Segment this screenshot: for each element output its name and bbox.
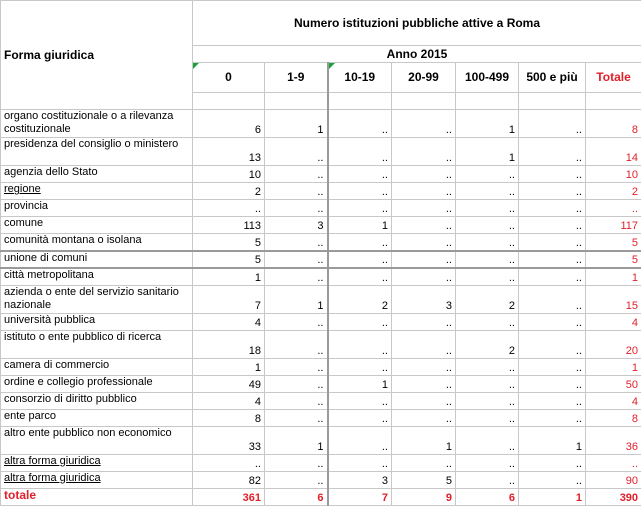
table-row <box>1 471 641 488</box>
value-cell: 10 <box>193 166 265 183</box>
row-label <box>1 392 193 409</box>
value-cell: .. <box>456 358 519 375</box>
column-header-1 <box>193 63 265 93</box>
table-row <box>1 375 641 392</box>
value-cell: 14 <box>586 138 641 166</box>
value-cell: 2 <box>586 183 641 200</box>
row-label <box>1 217 193 234</box>
value-cell: .. <box>265 234 328 251</box>
value-cell: .. <box>456 454 519 471</box>
value-cell: .. <box>328 110 392 138</box>
value-cell: .. <box>519 200 586 217</box>
value-cell: 7 <box>193 285 265 313</box>
value-cell: .. <box>328 251 392 268</box>
value-cell: .. <box>519 409 586 426</box>
value-cell: 1 <box>586 358 641 375</box>
value-cell: .. <box>392 454 456 471</box>
value-cell: .. <box>392 268 456 285</box>
value-cell: 3 <box>328 471 392 488</box>
row-label-text: azienda o ente del servizio sanitario nazionale <box>4 285 179 311</box>
value-cell: .. <box>328 313 392 330</box>
value-cell: .. <box>265 330 328 358</box>
total-value-cell: 7 <box>328 488 392 505</box>
total-value-cell: 6 <box>456 488 519 505</box>
value-cell: .. <box>519 268 586 285</box>
spacer-cell <box>456 93 519 110</box>
value-cell: .. <box>456 409 519 426</box>
spacer-cell <box>519 93 586 110</box>
value-cell: .. <box>392 217 456 234</box>
row-label-text: comunità montana o isolana <box>4 234 142 247</box>
value-cell: .. <box>328 200 392 217</box>
table-row <box>1 110 641 138</box>
row-label-text: università pubblica <box>4 313 96 326</box>
total-value-cell: 1 <box>519 488 586 505</box>
value-cell: .. <box>456 183 519 200</box>
table-row <box>1 392 641 409</box>
row-label-text: altra forma giuridica <box>4 471 101 484</box>
value-cell: .. <box>456 251 519 268</box>
row-label-text: provincia <box>4 200 49 213</box>
comment-indicator-icon <box>329 63 335 69</box>
row-label <box>1 358 193 375</box>
value-cell: .. <box>265 200 328 217</box>
column-header-3 <box>328 63 392 93</box>
table-row <box>1 251 641 268</box>
value-cell: 1 <box>586 268 641 285</box>
value-cell: 5 <box>193 234 265 251</box>
value-cell: 1 <box>519 426 586 454</box>
value-cell: 2 <box>328 285 392 313</box>
value-cell: .. <box>265 392 328 409</box>
row-label <box>1 251 193 268</box>
value-cell: .. <box>456 217 519 234</box>
value-cell: .. <box>265 268 328 285</box>
value-cell: 18 <box>193 330 265 358</box>
row-label-text: unione di comuni <box>4 251 88 264</box>
value-cell: 2 <box>456 330 519 358</box>
value-cell: .. <box>265 313 328 330</box>
column-header-7: Totale <box>586 63 641 93</box>
total-value-cell: 361 <box>193 488 265 505</box>
comment-indicator-icon <box>193 63 199 69</box>
value-cell: 82 <box>193 471 265 488</box>
value-cell: .. <box>328 330 392 358</box>
value-cell: 50 <box>586 375 641 392</box>
row-label-text: ente parco <box>4 409 56 422</box>
value-cell: 3 <box>392 285 456 313</box>
row-label <box>1 330 193 358</box>
table-row <box>1 409 641 426</box>
value-cell: .. <box>392 110 456 138</box>
total-value-cell: 390 <box>586 488 641 505</box>
row-label <box>1 426 193 454</box>
row-label <box>1 166 193 183</box>
value-cell: .. <box>392 200 456 217</box>
table-row <box>1 454 641 471</box>
row-label-text: camera di commercio <box>4 358 110 371</box>
row-label-text: presidenza del consiglio o ministero <box>4 138 179 151</box>
value-cell: .. <box>392 392 456 409</box>
row-label-text: città metropolitana <box>4 268 94 281</box>
value-cell: .. <box>265 183 328 200</box>
value-cell: 1 <box>392 426 456 454</box>
table-row <box>1 234 641 251</box>
value-cell: .. <box>265 358 328 375</box>
value-cell: .. <box>392 138 456 166</box>
row-label-text: organo costituzionale o a rilevanza costituzionale <box>4 110 174 136</box>
row-label <box>1 454 193 471</box>
value-cell: .. <box>265 138 328 166</box>
value-cell: .. <box>328 426 392 454</box>
spacer-cell <box>586 93 641 110</box>
total-value-cell: 9 <box>392 488 456 505</box>
value-cell: 6 <box>193 110 265 138</box>
row-label-text: regione <box>4 183 41 196</box>
value-cell: .. <box>519 358 586 375</box>
spacer-cell <box>392 93 456 110</box>
value-cell: .. <box>519 392 586 409</box>
value-cell: .. <box>519 313 586 330</box>
forma-giuridica-header: Forma giuridica <box>1 1 193 110</box>
value-cell: 5 <box>586 234 641 251</box>
row-label-text: ordine e collegio professionale <box>4 375 153 388</box>
value-cell: .. <box>265 166 328 183</box>
value-cell: .. <box>519 375 586 392</box>
value-cell: .. <box>392 234 456 251</box>
value-cell: .. <box>519 471 586 488</box>
value-cell: .. <box>328 268 392 285</box>
row-label <box>1 200 193 217</box>
value-cell: .. <box>456 392 519 409</box>
year-header: Anno 2015 <box>193 46 641 63</box>
row-label <box>1 471 193 488</box>
spacer-cell <box>265 93 328 110</box>
value-cell: .. <box>456 471 519 488</box>
row-label-text: istituto o ente pubblico di ricerca <box>4 330 162 343</box>
value-cell: .. <box>392 330 456 358</box>
column-header-2: 1-9 <box>265 63 328 93</box>
table-row <box>1 200 641 217</box>
value-cell: 36 <box>586 426 641 454</box>
value-cell: .. <box>328 409 392 426</box>
value-cell: .. <box>519 330 586 358</box>
table-row <box>1 358 641 375</box>
value-cell: .. <box>392 166 456 183</box>
value-cell: 1 <box>193 268 265 285</box>
value-cell: 117 <box>586 217 641 234</box>
value-cell: .. <box>519 234 586 251</box>
value-cell: .. <box>328 454 392 471</box>
value-cell: .. <box>519 183 586 200</box>
value-cell: 4 <box>193 392 265 409</box>
value-cell: 4 <box>193 313 265 330</box>
column-header-6: 500 e più <box>519 63 586 93</box>
value-cell: .. <box>328 392 392 409</box>
value-cell: 2 <box>456 285 519 313</box>
value-cell: .. <box>265 454 328 471</box>
value-cell: 5 <box>392 471 456 488</box>
value-cell: .. <box>265 251 328 268</box>
value-cell: .. <box>519 138 586 166</box>
value-cell: .. <box>392 375 456 392</box>
value-cell: 10 <box>586 166 641 183</box>
table-row <box>1 426 641 454</box>
value-cell: .. <box>519 110 586 138</box>
table-row <box>1 313 641 330</box>
value-cell: 20 <box>586 330 641 358</box>
table-row <box>1 138 641 166</box>
column-header-label: 10-19 <box>344 70 376 85</box>
row-label-text: altro ente pubblico non economico <box>4 426 172 439</box>
value-cell: 49 <box>193 375 265 392</box>
table-row <box>1 217 641 234</box>
value-cell: 1 <box>193 358 265 375</box>
value-cell: .. <box>328 166 392 183</box>
column-header-5: 100-499 <box>456 63 519 93</box>
table-row <box>1 268 641 285</box>
value-cell: .. <box>519 166 586 183</box>
value-cell: .. <box>392 251 456 268</box>
value-cell: .. <box>265 409 328 426</box>
value-cell: .. <box>456 268 519 285</box>
total-label: totale <box>1 488 193 505</box>
value-cell: .. <box>519 454 586 471</box>
value-cell: .. <box>456 200 519 217</box>
value-cell: .. <box>456 313 519 330</box>
row-label <box>1 409 193 426</box>
row-label <box>1 110 193 138</box>
value-cell: 8 <box>586 409 641 426</box>
value-cell: .. <box>456 234 519 251</box>
row-label <box>1 268 193 285</box>
value-cell: 1 <box>456 110 519 138</box>
value-cell: .. <box>328 138 392 166</box>
value-cell: .. <box>392 409 456 426</box>
table-row <box>1 285 641 313</box>
row-label <box>1 313 193 330</box>
value-cell: .. <box>586 454 641 471</box>
table-title: Numero istituzioni pubbliche attive a Roma <box>193 1 641 46</box>
total-value-cell: 6 <box>265 488 328 505</box>
total-row <box>1 488 641 505</box>
row-label <box>1 183 193 200</box>
spacer-cell <box>328 93 392 110</box>
row-label <box>1 138 193 166</box>
value-cell: .. <box>392 358 456 375</box>
value-cell: 4 <box>586 392 641 409</box>
value-cell: 113 <box>193 217 265 234</box>
value-cell: 8 <box>586 110 641 138</box>
value-cell: 90 <box>586 471 641 488</box>
table-row <box>1 183 641 200</box>
table-row <box>1 166 641 183</box>
row-label-text: consorzio di diritto pubblico <box>4 392 137 405</box>
value-cell: 1 <box>328 375 392 392</box>
value-cell: 15 <box>586 285 641 313</box>
value-cell: .. <box>193 454 265 471</box>
spacer-cell <box>193 93 265 110</box>
value-cell: 8 <box>193 409 265 426</box>
value-cell: .. <box>193 200 265 217</box>
value-cell: .. <box>586 200 641 217</box>
table-row <box>1 330 641 358</box>
value-cell: 13 <box>193 138 265 166</box>
value-cell: .. <box>328 358 392 375</box>
row-label <box>1 375 193 392</box>
value-cell: .. <box>456 375 519 392</box>
value-cell: .. <box>392 183 456 200</box>
value-cell: 1 <box>456 138 519 166</box>
column-header-label: 0 <box>225 70 232 85</box>
row-label-text: altra forma giuridica <box>4 454 101 467</box>
value-cell: .. <box>328 183 392 200</box>
value-cell: .. <box>328 234 392 251</box>
row-label-text: agenzia dello Stato <box>4 166 98 179</box>
value-cell: 4 <box>586 313 641 330</box>
value-cell: 2 <box>193 183 265 200</box>
column-header-4: 20-99 <box>392 63 456 93</box>
value-cell: 1 <box>328 217 392 234</box>
value-cell: .. <box>392 313 456 330</box>
value-cell: 1 <box>265 110 328 138</box>
value-cell: .. <box>519 217 586 234</box>
row-label <box>1 234 193 251</box>
value-cell: .. <box>265 471 328 488</box>
value-cell: .. <box>456 166 519 183</box>
value-cell: 1 <box>265 285 328 313</box>
value-cell: .. <box>519 285 586 313</box>
value-cell: .. <box>456 426 519 454</box>
value-cell: 1 <box>265 426 328 454</box>
value-cell: 33 <box>193 426 265 454</box>
value-cell: 5 <box>586 251 641 268</box>
row-label <box>1 285 193 313</box>
value-cell: 3 <box>265 217 328 234</box>
value-cell: .. <box>265 375 328 392</box>
row-label-text: comune <box>4 217 44 230</box>
value-cell: .. <box>519 251 586 268</box>
value-cell: 5 <box>193 251 265 268</box>
